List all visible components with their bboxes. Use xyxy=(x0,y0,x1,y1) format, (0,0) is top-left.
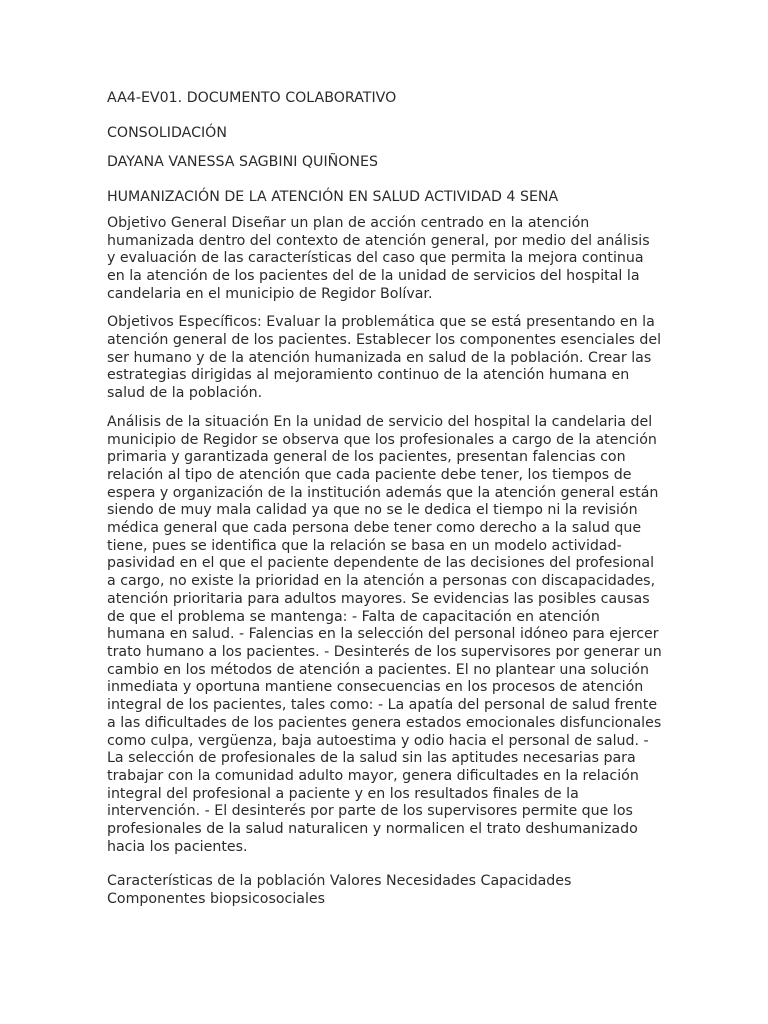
author-name: DAYANA VANESSA SAGBINI QUIÑONES xyxy=(107,154,378,171)
document-title: AA4-EV01. DOCUMENTO COLABORATIVO xyxy=(107,90,397,106)
section-label: CONSOLIDACIÓN xyxy=(107,124,227,141)
document-body xyxy=(107,90,662,909)
paragraph-analisis: Análisis de la situación En la unidad de servicio del hospital la candelaria del municipio de Regidor se observa que los profesionales a cargo de la atención primaria y garantizada general de los pacientes, presentan falencias con relación al tipo de atención que cada paciente debe tener, los tiempos de espera y organización de la institución además que la atención general están siendo de muy mala calidad ya que no se le dedica el tiempo ni la revisión médica general que cada persona debe tener como derecho a la salud que tiene, pues se identifica que la relación se basa en un modelo actividad-pasividad en el que el paciente dependente de las decisiones del profesional a cargo, no existe la prioridad en la atención a personas con discapacidades, atención prioritaria para adultos mayores. Se evidencias las posibles causas de que el problema se mantenga: - Falta de capacitación en atención humana en salud. - Falencias en la selección del personal idóneo para ejercer trato humano a los pacientes. - Desinterés de los supervisores por generar un cambio en los métodos de atención a pacientes. El no plantear una solución inmediata y oportuna mantiene consecuencias en los procesos de atención integral de los pacientes, tales como: - La apatía del personal de salud frente a las dificultades de los pacientes genera estados emocionales disfuncionales como culpa, vergüenza, baja autoestima y odio hacia el personal de salud. - La selección de profesionales de la salud sin las aptitudes necesarias para trabajar con la comunidad adulto mayor, genera dificultades en la relación integral del profesional a paciente y en los resultados finales de la intervención. - El desinterés por parte de los supervisores permite que los profesionales de la salud naturalicen y normalicen el trato deshumanizado hacia los pacientes. xyxy=(107,413,662,855)
document-heading: HUMANIZACIÓN DE LA ATENCIÓN EN SALUD ACTIVIDAD 4 SENA xyxy=(107,189,559,206)
paragraph-caracteristicas: Características de la población Valores Necesidades Capacidades Componentes biopsicosociales xyxy=(107,873,572,908)
paragraph-objetivo-general: Objetivo General Diseñar un plan de acción centrado en la atención humanizada dentro del contexto de atención general, por medio del análisis y evaluación de las características del caso que permita la mejora continua en la atención de los pacientes del de la unidad de servicios del hospital la candelaria en el municipio de Regidor Bolívar. xyxy=(107,214,650,302)
paragraph-objetivos-especificos: Objetivos Específicos: Evaluar la problemática que se está presentando en la atención general de los pacientes. Establecer los componentes esenciales del ser humano y de la atención humanizada en salud de la población. Crear las estrategias dirigidas al mejoramiento continuo de la atención humana en salud de la población. xyxy=(107,314,662,402)
